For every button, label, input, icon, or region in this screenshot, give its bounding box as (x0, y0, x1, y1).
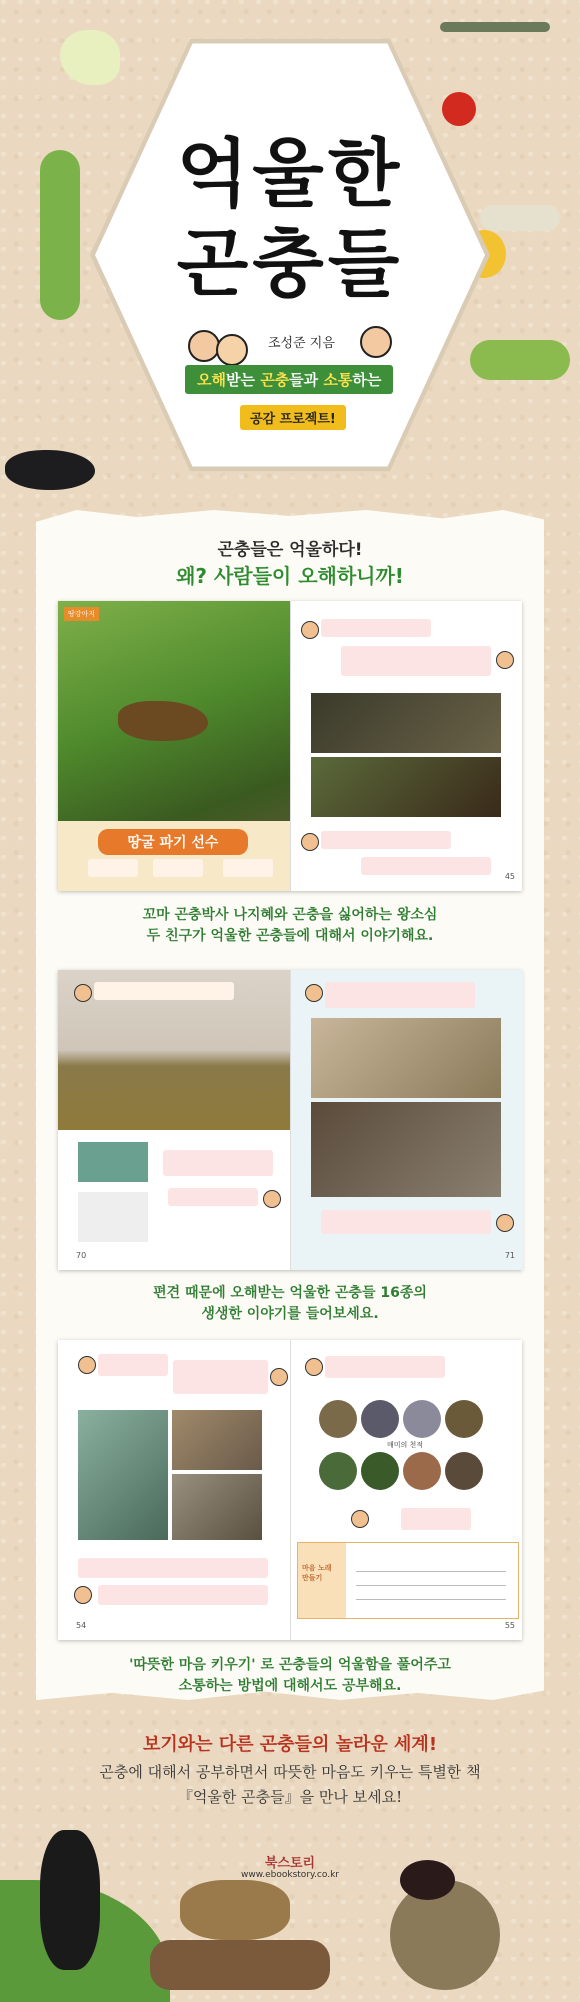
speech-bubble (361, 857, 491, 875)
cicada-photo (78, 1410, 168, 1540)
speech-bubble (341, 646, 491, 676)
kid-avatar (188, 330, 220, 362)
writing-line (356, 1585, 506, 1586)
speech-bubble (401, 1508, 471, 1530)
dung-ball-icon (390, 1880, 500, 1990)
speech-bubble (98, 1585, 268, 1605)
cricket-icon (180, 1880, 290, 1940)
spread2-right-page (290, 970, 523, 1270)
section1-caption (0, 905, 580, 947)
subtitle-tag (185, 365, 393, 394)
page-number: 55 (504, 1621, 515, 1630)
book-spread-2 (58, 970, 522, 1270)
spread2-left-page (58, 970, 290, 1270)
book-spread-1 (58, 601, 522, 891)
project-tag: 공감 프로젝트! (240, 405, 346, 430)
speech-bubble (168, 1188, 258, 1206)
writing-line (356, 1571, 506, 1572)
predator-photo (445, 1452, 483, 1490)
insect-illustration (78, 1192, 148, 1242)
closing-text (0, 1760, 580, 1810)
beetle-icon (5, 450, 95, 490)
section3-caption (0, 1655, 580, 1697)
speech-bubble (321, 1210, 491, 1234)
character-face (301, 833, 319, 851)
book-title-line1: 억울한 (176, 131, 404, 217)
character-face (74, 1586, 92, 1604)
character-face (263, 1190, 281, 1208)
caption-line: 두 친구가 억울한 곤충들에 대해서 이야기해요. (146, 928, 434, 944)
character-face (496, 1214, 514, 1232)
spread-label: 땅굴 파기 선수 (98, 829, 248, 855)
insect-photo (78, 1142, 148, 1182)
caption-line: 소통하는 방법에 대해서도 공부해요. (178, 1678, 402, 1694)
kid-avatar (360, 326, 392, 358)
subtitle-highlight: 소통 (323, 371, 353, 389)
predator-photo (403, 1452, 441, 1490)
cicada-photo (172, 1410, 262, 1470)
subtitle-text: 하는 (352, 371, 382, 389)
speech-bubble (88, 859, 138, 877)
activity-label: 마음 노래 (302, 1564, 332, 1572)
mole-cricket-figure (118, 701, 208, 741)
publisher-logo: 북스토리 (264, 1856, 316, 1871)
closing-line: 『억울한 곤충들』을 만나 보세요! (177, 1788, 403, 1806)
book-spread-3 (58, 1340, 522, 1640)
predator-photo (361, 1452, 399, 1490)
predator-photo (319, 1400, 357, 1438)
speech-bubble (78, 1558, 268, 1578)
activity-label: 만들기 (302, 1574, 323, 1582)
caption-line: '따뜻한 마음 키우기' 로 곤충들의 억울함을 풀어주고 (129, 1657, 451, 1673)
speech-bubble (321, 619, 431, 637)
woodpecker-photo (311, 1102, 501, 1197)
caption-line: 생생한 이야기를 들어보세요. (201, 1306, 379, 1322)
page-tag: 땅강아지 (64, 607, 99, 621)
predator-photo (319, 1452, 357, 1490)
speech-bubble (325, 1356, 445, 1378)
subtitle-highlight: 곤충 (260, 371, 290, 389)
page-number: 70 (76, 1251, 87, 1260)
character-face (496, 651, 514, 669)
page-number: 71 (504, 1251, 515, 1260)
closing-heading: 보기와는 다른 곤충들의 놀라운 세계! (142, 1734, 438, 1755)
spread3-left-page (58, 1340, 290, 1640)
publisher-url[interactable]: www.ebookstory.co.kr (241, 1870, 339, 1880)
speech-bubble (173, 1360, 268, 1394)
writing-line (356, 1599, 506, 1600)
speech-bubble (153, 859, 203, 877)
predator-photo (403, 1400, 441, 1438)
speech-bubble (163, 1150, 273, 1176)
beetle-icon (40, 1830, 100, 1970)
activity-box (297, 1542, 519, 1619)
circle-label: 매미의 천적 (387, 1441, 424, 1449)
speech-bubble (223, 859, 273, 877)
kid-avatar (216, 334, 248, 366)
speech-bubble (325, 982, 475, 1008)
page-number: 45 (504, 872, 515, 881)
character-face (305, 1358, 323, 1376)
log-icon (150, 1940, 330, 1990)
character-face (351, 1510, 369, 1528)
character-face (270, 1368, 288, 1386)
speech-bubble (321, 831, 451, 849)
subtitle-text: 받는 (225, 371, 261, 389)
dragonfly-icon (440, 22, 550, 32)
predator-photo (445, 1400, 483, 1438)
character-face (301, 621, 319, 639)
section1-subheading: 왜? 사람들이 오해하니까! (176, 564, 404, 588)
spread1-right-page (290, 601, 523, 891)
mantis-icon (470, 340, 570, 380)
spread3-right-page (290, 1340, 523, 1640)
predator-photo (361, 1400, 399, 1438)
cricket-photo (311, 693, 501, 753)
speech-bubble (94, 982, 234, 1000)
caption-line: 편견 때문에 오해받는 억울한 곤충들 16종의 (153, 1285, 427, 1301)
character-face (74, 984, 92, 1002)
character-face (305, 984, 323, 1002)
page-number: 54 (76, 1621, 87, 1630)
book-title-line2: 곤충들 (176, 221, 404, 307)
cicada-photo (172, 1474, 262, 1540)
section1-heading: 곤충들은 억울하다! (217, 540, 363, 560)
subtitle-highlight: 오해 (197, 371, 226, 389)
subtitle-text: 들과 (289, 371, 324, 389)
section2-caption (0, 1283, 580, 1325)
closing-line: 곤충에 대해서 공부하면서 따뜻한 마음도 키우는 특별한 책 (99, 1763, 481, 1781)
mayfly-photo (311, 1018, 501, 1098)
character-face (78, 1356, 96, 1374)
dung-beetle-icon (400, 1860, 455, 1900)
author: 조성준 지음 (268, 336, 335, 351)
speech-bubble (98, 1354, 168, 1376)
spread1-left-page (58, 601, 290, 891)
caption-line: 꼬마 곤충박사 나지혜와 곤충을 싫어하는 왕소심 (142, 907, 438, 923)
cricket-photo (311, 757, 501, 817)
